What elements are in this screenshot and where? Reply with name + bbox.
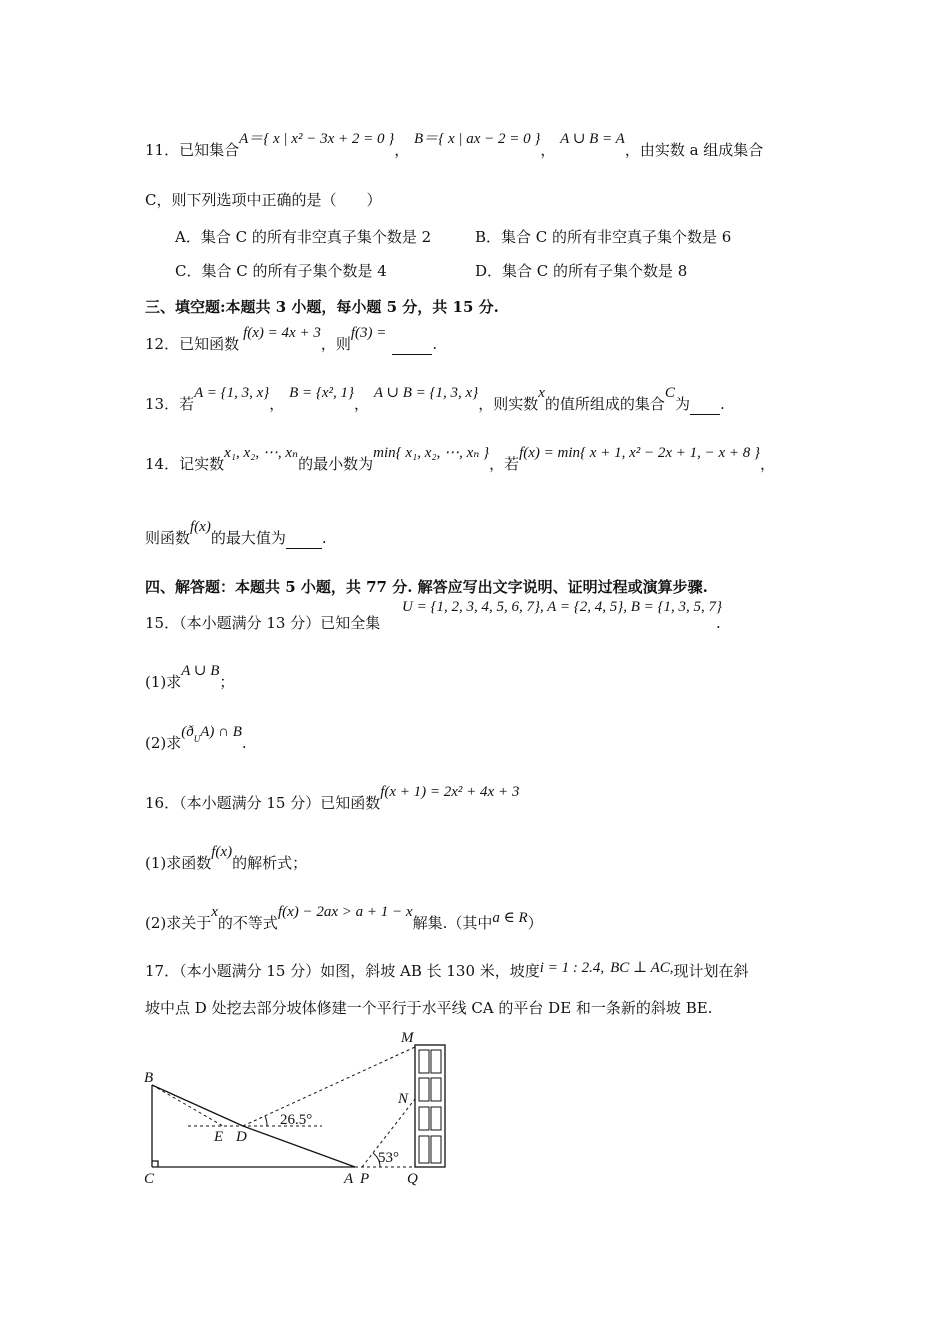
q13-set-a: A = {1, 3, x}	[194, 385, 270, 401]
q11-line2: C，则下列选项中正确的是（ ）	[145, 191, 382, 209]
slope-bd	[152, 1085, 243, 1126]
q14-blank	[286, 528, 322, 549]
q16-part1: (1)求函数f(x)的解析式；	[145, 844, 308, 872]
label-d: D	[236, 1129, 247, 1145]
q11-option-b: B．集合 C 的所有非空真子集个数是 6	[475, 228, 732, 246]
q11-option-c: C．集合 C 的所有子集个数是 4	[175, 262, 387, 280]
q16-part2: (2)求关于x的不等式f(x) − 2ax > a + 1 − x解集.（其中a ∈ R）	[145, 904, 543, 932]
q11-line1: 11．已知集合A＝{ x | x² − 3x + 2 = 0 }， B＝{ x | ax − 2 = 0 }， A ∪ B = A，由实数 a 组成集合	[145, 131, 764, 159]
q14-function: f(x) = min{ x + 1, x² − 2x + 1, − x + 8 }	[519, 445, 761, 461]
angle-label-1: 26.5°	[280, 1112, 313, 1128]
q14-line2: 则函数f(x)的最大值为 .	[145, 519, 327, 547]
label-q: Q	[407, 1171, 418, 1187]
q12-function: f(x) = 4x + 3	[243, 325, 321, 341]
label-a: A	[344, 1171, 354, 1187]
q11-option-a: A．集合 C 的所有非空真子集个数是 2	[175, 228, 432, 246]
label-m: M	[401, 1030, 414, 1046]
q14-line1: 14．记实数x₁, x₂, ⋯, xₙ的最小数为min{ x₁, x₂, ⋯, xₙ }，若f(x) = min{ x + 1, x² − 2x + 1, − x + 8 }，	[145, 445, 776, 473]
q15-sets: U = {1, 2, 3, 4, 5, 6, 7}, A = {2, 4, 5}, B = {1, 3, 5, 7}	[402, 599, 722, 615]
q12-line: 12．已知函数f(x) = 4x + 3，则f(3) = .	[145, 325, 438, 353]
label-b: B	[144, 1070, 154, 1086]
q13-line: 13．若A = {1, 3, x}， B = {x², 1}， A ∪ B = {1, 3, x}，则实数x的值所组成的集合C为 .	[145, 385, 725, 413]
q15-part2: (2)求$(ð^UA)$ ∩ B.	[145, 724, 247, 752]
q13-blank	[690, 394, 720, 415]
slope-da	[243, 1126, 355, 1167]
angle-arc-1	[265, 1116, 267, 1126]
label-p: P	[360, 1171, 370, 1187]
q16-function: f(x + 1) = 2x² + 4x + 3	[380, 784, 520, 800]
q16-line: 16．（本小题满分 15 分）已知函数f(x + 1) = 2x² + 4x + 3	[145, 784, 520, 812]
right-angle-mark	[152, 1161, 158, 1167]
q13-set-b: B = {x², 1}	[289, 385, 355, 401]
label-c: C	[144, 1171, 155, 1187]
section4-heading: 四、解答题：本题共 5 小题，共 77 分. 解答应写出文字说明、证明过程或演算步骤.	[145, 578, 708, 596]
dashed-be	[152, 1085, 223, 1126]
q13-union: A ∪ B = {1, 3, x}	[373, 385, 479, 401]
q16-inequality: f(x) − 2ax > a + 1 − x	[277, 904, 413, 920]
q11-union: A ∪ B = A	[560, 131, 625, 147]
angle-label-2: 53°	[378, 1150, 399, 1166]
section3-heading: 三、填空题:本题共 3 小题，每小题 5 分，共 15 分.	[145, 298, 499, 316]
sight-line-dm	[243, 1047, 415, 1126]
q12-expression: f(3) =	[350, 325, 387, 341]
label-e: E	[214, 1129, 224, 1145]
q17-line1: 17．（本小题满分 15 分）如图，斜坡 AB 长 130 米，坡度i = 1 : 2.4, BC ⊥ AC,现计划在斜	[145, 960, 749, 980]
q12-blank	[392, 334, 432, 355]
label-n: N	[398, 1091, 409, 1107]
q11-option-d: D．集合 C 的所有子集个数是 8	[475, 262, 688, 280]
q17-figure	[130, 1025, 470, 1195]
q14-vars: x₁, x₂, ⋯, xₙ	[224, 445, 299, 461]
q15-part1: (1)求A ∪ B；	[145, 663, 235, 691]
q11-number: 11．	[145, 141, 180, 159]
building-windows	[419, 1050, 441, 1163]
q11-set-b: B＝{ x | ax − 2 = 0 }	[414, 131, 541, 147]
q11-set-a: A＝{ x | x² − 3x + 2 = 0 }	[239, 131, 395, 147]
q11-option-row1	[175, 227, 431, 247]
q17-line2: 坡中点 D 处挖去部分坡体修建一个平行于水平线 CA 的平台 DE 和一条新的斜坡 BE.	[145, 999, 713, 1017]
q14-min-expression: min{ x₁, x₂, ⋯, xₙ }	[373, 445, 490, 461]
q15-line: 15．（本小题满分 13 分）已知全集	[145, 614, 381, 632]
